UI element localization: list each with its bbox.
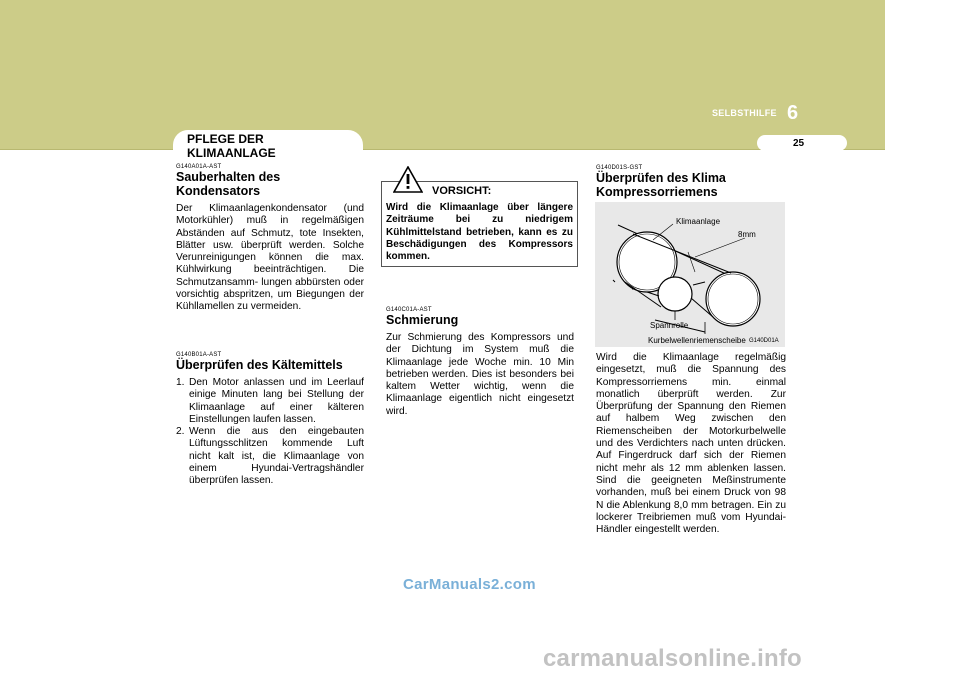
condenser-body: Der Klimaanlagenkondensator (und Motorkühler) muß in regelmäßigen Abständen auf Schmutz, tote Insekten, Blätter usw. überprüft werden. Solche Verunreinigungen können die max. Kühlwirkung beeinträchtigen. Die Schmutzansamm- lungen abbürsten oder vorsichtig abspritzen, um Biegungen der Kühllamellen zu vermeiden. [176, 203, 364, 313]
figure-code: G140D01A [749, 338, 779, 344]
list-item-text: Wenn die aus den eingebauten Lüftungsschlitzen kommende Luft nicht kalt ist, die Klimaanlage von einem Hyundai-Vertragshändler überprüfen lassen. [189, 426, 364, 487]
refrigerant-heading: Überprüfen des Kältemittels [176, 358, 343, 372]
list-item [176, 426, 364, 487]
section-title-line2: KLIMAANLAGE [187, 146, 276, 160]
belt-body: Wird die Klimaanlage regelmäßig eingesetzt, muß die Spannung des Kompressorriemens min. einmal monatlich überprüft werden. Zur Überprüfung der Spannung den Riemen auf halbem Weg zwischen den Riemenscheiben der Motorkurbelwelle und des Verdichters nach unten drücken. Auf Fingerdruck darf sich der Riemen nicht mehr als 12 mm ablenken lassen. Sind die geeigneten Meßinstrumente vorhanden, muß bei einem Druck von 98 N die Ablenkung 8,0 mm betragen. Ein zu lockerer Treibriemen muß vom Hyundai-Händler eingestellt werden. [596, 352, 786, 536]
belt-code: G140D01S-GST [596, 165, 643, 171]
condenser-section [176, 164, 364, 314]
refrigerant-steps [176, 377, 364, 488]
list-item-text: Den Motor anlassen und im Leerlauf einige Minuten lang bei Stellung der Klimaanlage auf einer kälteren Einstellungen laufen lassen. [189, 377, 364, 425]
crankshaft-pulley [706, 272, 760, 326]
page-number: 25 [793, 138, 805, 149]
label-kurbelwellenriemenscheibe: Kurbelwellenriemenscheibe [648, 336, 746, 345]
lubrication-heading: Schmierung [386, 313, 459, 327]
belt-heading-line1: Überprüfen des Klima [596, 171, 726, 185]
caution-text: Wird die Klimaanlage über längere Zeiträume bei zu niedrigem Kühlmittelstand betrieben, kann es zu Beschädigungen des Kompressors kommen. [386, 202, 573, 263]
list-item-number: 2. [176, 426, 185, 438]
lubrication-section [386, 307, 574, 418]
belt-heading-line2: Kompressorriemens [596, 185, 718, 199]
belt-section-header [596, 165, 786, 199]
lubrication-code: G140C01A-AST [386, 307, 432, 313]
refrigerant-code: G140B01A-AST [176, 352, 222, 358]
chapter-label: SELBSTHILFE [712, 108, 777, 118]
belt-diagram [595, 202, 785, 347]
caution-title: VORSICHT: [432, 185, 492, 197]
label-klimaanlage: Klimaanlage [676, 217, 721, 226]
list-item [176, 377, 364, 426]
warning-triangle-icon [393, 166, 423, 193]
refrigerant-section [176, 352, 364, 488]
header-divider [0, 149, 885, 150]
condenser-heading: Sauberhalten des Kondensators [176, 170, 281, 198]
section-title [187, 132, 276, 160]
watermark-carmanuals2[interactable]: CarManuals2.com [403, 576, 536, 593]
watermark-carmanualsonline: carmanualsonline.info [543, 645, 802, 672]
header-band [0, 0, 885, 149]
label-spannrolle: Spannrolle [650, 321, 689, 330]
belt-section-body [596, 352, 786, 536]
label-deflection: 8mm [738, 230, 756, 239]
condenser-code: G140A01A-AST [176, 164, 222, 170]
lubrication-body: Zur Schmierung des Kompressors und der Dichtung im System muß die Klimaanlage jede Woche min. 10 Min betrieben werden. Dies ist besonders bei kaltem Wetter wichtig, wenn die Klimaanlage eigentlich nicht eingesetzt wird. [386, 332, 574, 417]
section-title-line1: PFLEGE DER [187, 132, 264, 146]
list-item-number: 1. [176, 377, 185, 388]
chapter-number: 6 [787, 102, 799, 124]
tensioner-pulley [658, 277, 692, 311]
